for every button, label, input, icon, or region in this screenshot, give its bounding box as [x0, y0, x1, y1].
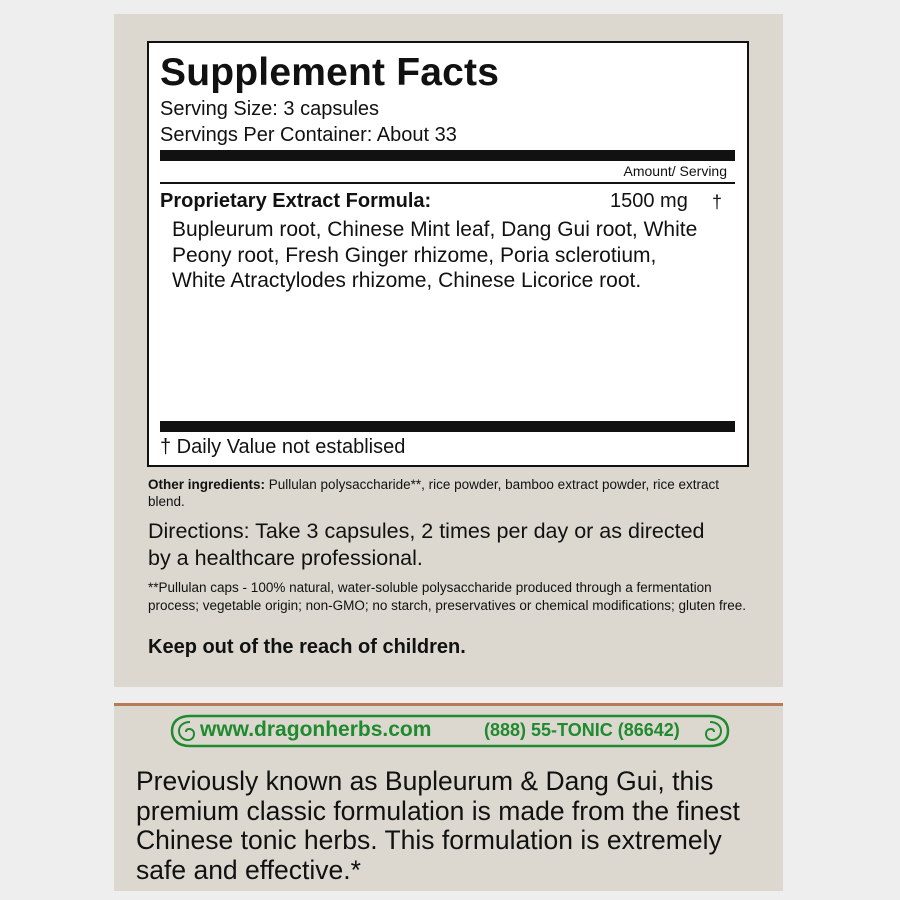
thick-divider-bottom — [160, 421, 735, 432]
other-ingredients-text: Pullulan polysaccharide**, rice powder, bamboo extract powder, rice extract blend. — [148, 477, 719, 509]
other-ingredients — [148, 476, 748, 510]
phone-number: (888) 55-TONIC (86642) — [484, 720, 680, 740]
thin-divider — [160, 182, 735, 184]
pullulan-note: **Pullulan caps - 100% natural, water-soluble polysaccharide produced through a fermentation process; vegetable origin; non-GMO; no starch, preservatives or chemical modifications; gluten free. — [148, 580, 747, 613]
daily-value-note: † Daily Value not establised — [160, 436, 406, 458]
product-description: Previously known as Bupleurum & Dang Gui, this premium classic formulation is made from the finest Chinese tonic herbs. This formulation is extremely safe and effective.* — [136, 766, 740, 885]
contact-banner — [170, 710, 730, 752]
children-warning: Keep out of the reach of children. — [148, 636, 466, 658]
amount-per-serving-header: Amount/ Serving — [623, 163, 727, 179]
formula-amount: 1500 mg — [610, 190, 688, 212]
thick-divider-top — [160, 150, 735, 161]
serving-size: Serving Size: 3 capsules — [160, 98, 380, 120]
supplement-facts-panel — [147, 41, 749, 467]
servings-per-container: Servings Per Container: About 33 — [160, 124, 457, 146]
ingredients-list: Bupleurum root, Chinese Mint leaf, Dang Gui root, White Peony root, Fresh Ginger rhizome, Poria sclerotium, White Atractylodes rhizome, Chinese Licorice root. — [172, 218, 698, 292]
other-ingredients-label: Other ingredients: — [148, 477, 266, 492]
directions: Directions: Take 3 capsules, 2 times per day or as directed by a healthcare professional. — [148, 519, 705, 570]
website-link[interactable]: www.dragonherbs.com — [200, 718, 432, 741]
supplement-facts-title: Supplement Facts — [160, 51, 500, 94]
dagger-symbol: † — [712, 192, 723, 212]
formula-name: Proprietary Extract Formula: — [160, 190, 432, 212]
